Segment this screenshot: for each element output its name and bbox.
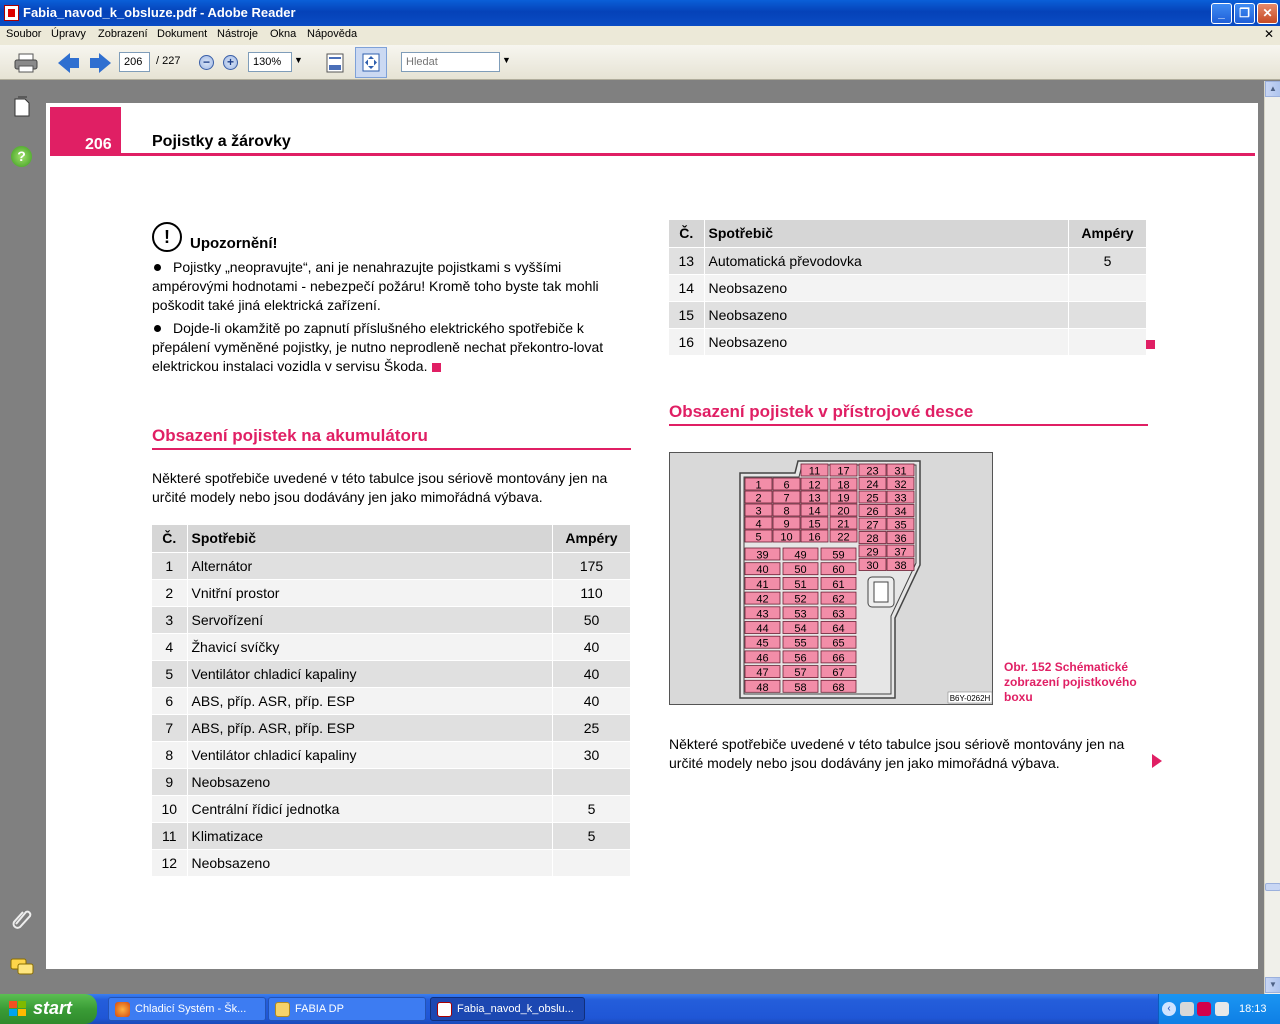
figure-code: B6Y-0262H bbox=[949, 694, 991, 703]
table-row bbox=[669, 328, 1147, 355]
cell-amps bbox=[553, 768, 631, 795]
cell-consumer: Servořízení bbox=[187, 606, 553, 633]
fuse-label: 60 bbox=[832, 564, 845, 577]
fuse-label: 57 bbox=[794, 667, 807, 680]
fuse-label: 50 bbox=[794, 564, 807, 577]
help-icon[interactable]: ? bbox=[11, 146, 32, 167]
figure-caption: Obr. 152 Schématické zobrazení pojistkového boxu bbox=[1004, 660, 1137, 704]
fuse-label: 12 bbox=[808, 479, 821, 492]
menu-nastroje[interactable]: Nástroje bbox=[217, 28, 258, 40]
fuse-label: 36 bbox=[894, 533, 907, 545]
fuse-label: 6 bbox=[783, 479, 790, 492]
fuse-label: 1 bbox=[755, 479, 762, 492]
window-title: Fabia_navod_k_obsluze.pdf - Adobe Reader bbox=[23, 5, 296, 20]
comments-icon[interactable] bbox=[10, 956, 34, 978]
column-header-consumer: Spotřebič bbox=[704, 220, 1069, 247]
fuse-label: 62 bbox=[832, 593, 845, 606]
fuse-label: 61 bbox=[832, 578, 845, 591]
cell-amps: 5 bbox=[1069, 247, 1147, 274]
fuse-label: 64 bbox=[832, 623, 845, 635]
cell-amps: 40 bbox=[553, 687, 631, 714]
fuse-label: 16 bbox=[808, 531, 821, 544]
table-row bbox=[152, 849, 631, 876]
pdf-icon bbox=[437, 1002, 452, 1017]
fuse-label: 31 bbox=[894, 465, 907, 478]
previous-page-icon[interactable] bbox=[58, 53, 80, 73]
cell-amps bbox=[553, 849, 631, 876]
zoom-in-icon[interactable]: + bbox=[223, 55, 238, 70]
header-rule bbox=[50, 153, 1255, 156]
search-dropdown-icon[interactable]: ▼ bbox=[502, 55, 511, 65]
fuse-label: 21 bbox=[837, 518, 850, 531]
fuse-box-diagram bbox=[669, 452, 993, 705]
cell-amps bbox=[1069, 274, 1147, 301]
volume-icon[interactable] bbox=[1215, 1002, 1229, 1016]
cell-no: 4 bbox=[152, 633, 187, 660]
table-row bbox=[152, 822, 631, 849]
cell-consumer: Vnitřní prostor bbox=[187, 579, 553, 606]
cell-amps: 110 bbox=[553, 579, 631, 606]
page-number-input[interactable] bbox=[119, 52, 150, 72]
pdf-page bbox=[46, 103, 1258, 969]
taskbar bbox=[0, 994, 1280, 1024]
cell-consumer: Alternátor bbox=[187, 552, 553, 579]
menu-okna[interactable]: Okna bbox=[270, 28, 297, 40]
clock: 18:13 bbox=[1239, 1003, 1267, 1015]
fuse-label: 11 bbox=[808, 465, 821, 478]
fuse-label: 29 bbox=[866, 546, 879, 559]
fuse-label: 56 bbox=[794, 652, 807, 665]
fuse-label: 66 bbox=[832, 652, 845, 665]
fuse-label: 28 bbox=[866, 533, 879, 545]
section-title-battery: Obsazení pojistek na akumulátoru bbox=[152, 426, 428, 445]
section-title-dashboard: Obsazení pojistek v přístrojové desce bbox=[669, 402, 974, 421]
cell-consumer: Ventilátor chladicí kapaliny bbox=[187, 741, 553, 768]
table-row bbox=[152, 687, 631, 714]
warning-icon: ! bbox=[152, 222, 182, 252]
page-total: / 227 bbox=[156, 55, 181, 67]
firefox-icon bbox=[115, 1002, 130, 1017]
fuse-label: 37 bbox=[894, 546, 907, 559]
fuse-label: 25 bbox=[866, 492, 879, 505]
tray-expand-icon[interactable]: ‹ bbox=[1162, 1002, 1176, 1016]
fuse-label: 58 bbox=[794, 681, 807, 694]
cell-consumer: Neobsazeno bbox=[704, 274, 1069, 301]
attachment-icon[interactable] bbox=[11, 907, 33, 929]
pdf-icon bbox=[4, 5, 19, 21]
cell-no: 10 bbox=[152, 795, 187, 822]
navigation-panel bbox=[0, 81, 46, 994]
warning-text: Dojde-li okamžitě po zapnutí příslušného elektrického spotřebiče k přepálení vyměněné pojistky, je nutno neprodleně nechat překontro-lovat elektrickou instalaci vozidla v servisu Škoda. bbox=[152, 320, 604, 374]
antivirus-icon[interactable] bbox=[1197, 1002, 1211, 1016]
windows-logo-icon bbox=[9, 1001, 27, 1017]
cell-no: 6 bbox=[152, 687, 187, 714]
scroll-down-button[interactable]: ▼ bbox=[1265, 977, 1280, 993]
cell-no: 14 bbox=[669, 274, 704, 301]
bullet-icon bbox=[154, 325, 161, 332]
task-folder[interactable] bbox=[268, 997, 426, 1021]
fuse-label: 51 bbox=[794, 578, 807, 591]
cell-no: 3 bbox=[152, 606, 187, 633]
cell-amps bbox=[1069, 301, 1147, 328]
fuse-label: 47 bbox=[756, 667, 769, 680]
fuse-label: 7 bbox=[783, 492, 790, 505]
fuse-label: 30 bbox=[866, 560, 879, 572]
table-row bbox=[152, 795, 631, 822]
cell-consumer: Neobsazeno bbox=[704, 301, 1069, 328]
zoom-dropdown-icon[interactable]: ▼ bbox=[294, 55, 303, 65]
bullet-icon bbox=[154, 264, 161, 271]
fuse-label: 33 bbox=[894, 492, 907, 505]
fuse-label: 65 bbox=[832, 637, 845, 650]
fuse-label: 52 bbox=[794, 593, 807, 606]
cell-amps: 40 bbox=[553, 633, 631, 660]
table-row bbox=[152, 606, 631, 633]
table-row bbox=[152, 768, 631, 795]
fuse-label: 41 bbox=[756, 578, 769, 591]
menu-soubor[interactable]: Soubor bbox=[6, 28, 42, 40]
task-firefox[interactable] bbox=[108, 997, 266, 1021]
table-row bbox=[669, 301, 1147, 328]
task-label: Fabia_navod_k_obslu... bbox=[457, 1003, 574, 1015]
cell-amps: 40 bbox=[553, 660, 631, 687]
cell-amps: 50 bbox=[553, 606, 631, 633]
column-header-no: Č. bbox=[152, 525, 187, 552]
column-header-amps: Ampéry bbox=[553, 525, 631, 552]
menu-dokument[interactable]: Dokument bbox=[157, 28, 208, 40]
menu-zobrazeni[interactable]: Zobrazení bbox=[98, 28, 148, 40]
fuse-label: 35 bbox=[894, 519, 907, 532]
fuse-label: 46 bbox=[756, 652, 769, 665]
print-icon[interactable] bbox=[14, 53, 38, 73]
document-area bbox=[46, 81, 1264, 994]
fuse-label: 5 bbox=[755, 531, 762, 544]
fuse-label: 59 bbox=[832, 549, 845, 562]
fuse-label: 67 bbox=[832, 667, 845, 680]
fuse-label: 40 bbox=[756, 564, 769, 577]
fuse-label: 15 bbox=[808, 518, 821, 531]
fuse-label: 63 bbox=[832, 608, 845, 621]
table-row bbox=[152, 741, 631, 768]
fuse-label: 13 bbox=[808, 492, 821, 505]
fuse-label: 53 bbox=[794, 608, 807, 621]
fuse-label: 38 bbox=[894, 560, 907, 572]
fit-width-icon[interactable] bbox=[325, 53, 345, 73]
page-number: 206 bbox=[85, 136, 112, 153]
maximize-button[interactable]: ❐ bbox=[1234, 3, 1255, 24]
cell-amps: 5 bbox=[553, 822, 631, 849]
menu-napoveda[interactable]: Nápověda bbox=[307, 28, 358, 40]
warning-text: Pojistky „neopravujte“, ani je nenahrazujte pojistkami s vyššími ampérovými hodnotami - nebezpečí požáru! Kromě toho byste tak mohli poškodit také jiná elektrická zařízení. bbox=[152, 259, 599, 313]
fuse-label: 9 bbox=[783, 518, 790, 531]
pages-icon[interactable] bbox=[12, 96, 32, 118]
fuse-label: 27 bbox=[866, 519, 879, 532]
page-header-title: Pojistky a žárovky bbox=[152, 133, 291, 150]
menu-bar bbox=[0, 26, 1280, 45]
column-header-no: Č. bbox=[669, 220, 704, 247]
cell-consumer: Žhavicí svíčky bbox=[187, 633, 553, 660]
fuse-label: 34 bbox=[894, 506, 907, 518]
fuse-label: 2 bbox=[755, 492, 762, 505]
fuse-label: 32 bbox=[894, 479, 907, 491]
cell-no: 11 bbox=[152, 822, 187, 849]
fuse-label: 8 bbox=[783, 505, 790, 518]
close-button[interactable]: ✕ bbox=[1257, 3, 1278, 24]
cell-consumer: Neobsazeno bbox=[704, 328, 1069, 355]
fuse-table-battery bbox=[152, 525, 631, 877]
fuse-label: 22 bbox=[837, 531, 850, 544]
end-mark-icon bbox=[432, 363, 441, 372]
warning-bullet bbox=[152, 319, 632, 376]
task-adobe-reader[interactable] bbox=[430, 997, 585, 1021]
table-row bbox=[152, 633, 631, 660]
cell-no: 16 bbox=[669, 328, 704, 355]
network-icon[interactable] bbox=[1180, 1002, 1194, 1016]
menu-upravy[interactable]: Úpravy bbox=[51, 28, 86, 40]
fuse-label: 20 bbox=[837, 505, 850, 518]
document-close-icon[interactable]: ✕ bbox=[1263, 27, 1274, 41]
fuse-label: 49 bbox=[794, 549, 807, 562]
fuse-label: 23 bbox=[866, 465, 879, 478]
fuse-label: 54 bbox=[794, 623, 807, 635]
cell-consumer: Ventilátor chladicí kapaliny bbox=[187, 660, 553, 687]
cell-no: 8 bbox=[152, 741, 187, 768]
fuse-label: 68 bbox=[832, 681, 845, 694]
scroll-up-button[interactable]: ▲ bbox=[1265, 81, 1280, 97]
cell-consumer: ABS, příp. ASR, příp. ESP bbox=[187, 714, 553, 741]
cell-consumer: Centrální řídicí jednotka bbox=[187, 795, 553, 822]
toolbar bbox=[0, 45, 1280, 80]
section-rule bbox=[669, 424, 1148, 426]
table-row bbox=[152, 660, 631, 687]
fit-page-icon[interactable] bbox=[355, 47, 387, 78]
start-label: start bbox=[33, 998, 73, 1018]
table-row bbox=[152, 552, 631, 579]
fuse-label: 14 bbox=[808, 505, 821, 518]
cell-consumer: ABS, příp. ASR, příp. ESP bbox=[187, 687, 553, 714]
fuse-label: 45 bbox=[756, 637, 769, 650]
fuse-label: 3 bbox=[755, 505, 762, 518]
cell-amps: 25 bbox=[553, 714, 631, 741]
fuse-label: 44 bbox=[756, 623, 769, 635]
fuse-label: 48 bbox=[756, 681, 769, 694]
cell-no: 7 bbox=[152, 714, 187, 741]
fuse-label: 4 bbox=[755, 518, 762, 531]
cell-amps: 30 bbox=[553, 741, 631, 768]
cell-no: 1 bbox=[152, 552, 187, 579]
fuse-label: 39 bbox=[756, 549, 769, 562]
cell-amps: 5 bbox=[553, 795, 631, 822]
fuse-label: 42 bbox=[756, 593, 769, 606]
fuse-label: 24 bbox=[866, 479, 879, 491]
search-input[interactable] bbox=[401, 52, 500, 72]
fuse-label: 26 bbox=[866, 506, 879, 518]
cell-no: 13 bbox=[669, 247, 704, 274]
system-tray bbox=[1158, 994, 1280, 1024]
section-intro: Některé spotřebiče uvedené v této tabulce jsou sériově montovány jen na určité modely nebo jsou dodávány jen jako mimořádná výbava. bbox=[669, 736, 1125, 771]
fuse-label: 19 bbox=[837, 492, 850, 505]
zoom-out-icon[interactable]: − bbox=[199, 55, 214, 70]
table-row bbox=[152, 714, 631, 741]
cell-consumer: Automatická převodovka bbox=[704, 247, 1069, 274]
section-intro: Některé spotřebiče uvedené v této tabulce jsou sériově montovány jen na určité modely nebo jsou dodávány jen jako mimořádná výbava. bbox=[152, 470, 608, 505]
table-row bbox=[669, 247, 1147, 274]
fuse-label: 10 bbox=[780, 531, 793, 544]
title-bar bbox=[0, 0, 1280, 26]
fuse-label: 18 bbox=[837, 479, 850, 492]
zoom-input[interactable] bbox=[248, 52, 292, 72]
section-rule bbox=[152, 448, 631, 450]
cell-amps: 175 bbox=[553, 552, 631, 579]
page-number-tab bbox=[50, 107, 121, 155]
table-row bbox=[152, 579, 631, 606]
cell-no: 15 bbox=[669, 301, 704, 328]
cell-consumer: Neobsazeno bbox=[187, 768, 553, 795]
cell-no: 9 bbox=[152, 768, 187, 795]
next-page-icon[interactable] bbox=[89, 53, 111, 73]
minimize-button[interactable]: _ bbox=[1211, 3, 1232, 24]
task-label: Chladicí Systém - Šk... bbox=[135, 1003, 247, 1015]
warning-bullet bbox=[152, 258, 632, 315]
fuse-label: 17 bbox=[837, 465, 850, 478]
start-button[interactable] bbox=[0, 994, 97, 1024]
cell-no: 2 bbox=[152, 579, 187, 606]
warning-title: Upozornění! bbox=[190, 235, 278, 252]
continue-arrow-icon bbox=[1152, 754, 1162, 768]
cell-amps bbox=[1069, 328, 1147, 355]
cell-no: 12 bbox=[152, 849, 187, 876]
vertical-scrollbar[interactable] bbox=[1264, 81, 1280, 994]
cell-no: 5 bbox=[152, 660, 187, 687]
table-row bbox=[669, 274, 1147, 301]
folder-icon bbox=[275, 1002, 290, 1017]
cell-consumer: Neobsazeno bbox=[187, 849, 553, 876]
task-label: FABIA DP bbox=[295, 1003, 344, 1015]
column-header-consumer: Spotřebič bbox=[187, 525, 553, 552]
fuse-label: 55 bbox=[794, 637, 807, 650]
end-mark-icon bbox=[1146, 340, 1155, 349]
cell-consumer: Klimatizace bbox=[187, 822, 553, 849]
fuse-table-continued bbox=[669, 220, 1147, 356]
fuse-label: 43 bbox=[756, 608, 769, 621]
scroll-thumb[interactable] bbox=[1265, 883, 1280, 891]
column-header-amps: Ampéry bbox=[1069, 220, 1147, 247]
